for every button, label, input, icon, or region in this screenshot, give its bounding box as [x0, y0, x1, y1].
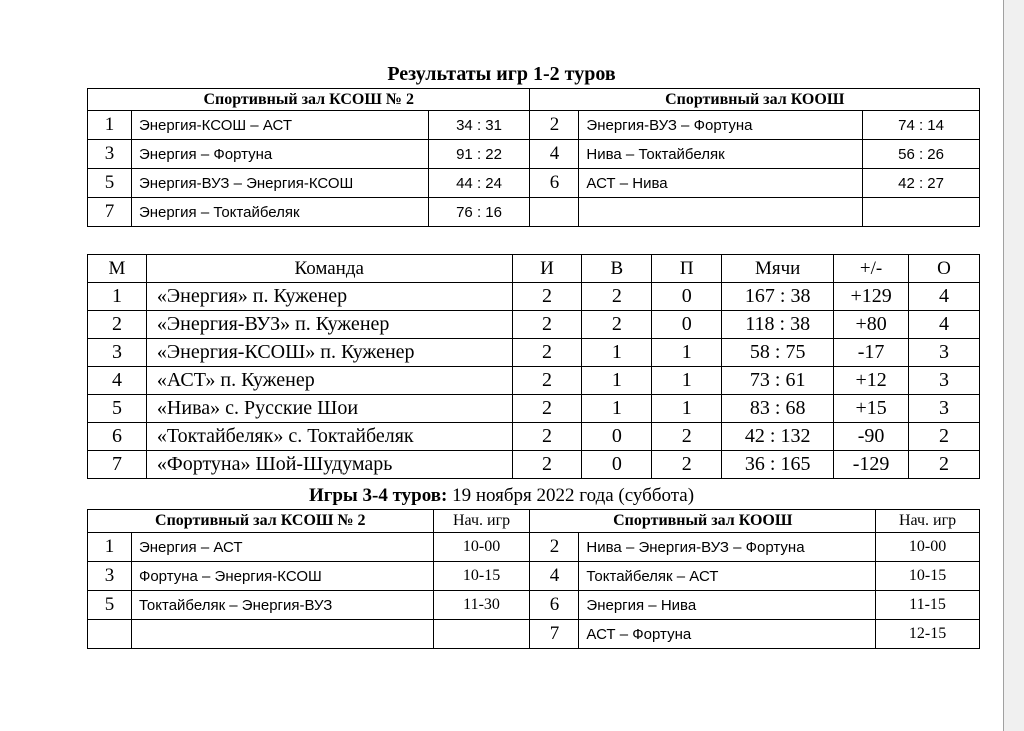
- game-teams: Энергия – АСТ: [131, 533, 433, 562]
- cell-wins: 1: [582, 367, 652, 395]
- cell-place: 7: [88, 451, 147, 479]
- game-number: 6: [530, 591, 579, 620]
- game-score: 74 : 14: [863, 111, 980, 140]
- table-row: [88, 395, 980, 423]
- cell-games: 2: [512, 283, 582, 311]
- cell-diff: +15: [834, 395, 909, 423]
- cell-games: 2: [512, 339, 582, 367]
- cell-wins: 2: [582, 311, 652, 339]
- game-start-time: 12-15: [876, 620, 980, 649]
- schedule-heading-label: Игры 3-4 туров:: [308, 485, 448, 506]
- cell-balls: 58 : 75: [722, 339, 834, 367]
- game-score: 42 : 27: [863, 169, 980, 198]
- cell-points: 4: [909, 311, 980, 339]
- cell-wins: 1: [582, 339, 652, 367]
- cell-place: 5: [88, 395, 147, 423]
- col-header-diff: +/-: [834, 255, 909, 283]
- cell-games: 2: [512, 423, 582, 451]
- game-teams: Энергия – Нива: [579, 591, 876, 620]
- cell-losses: 0: [652, 311, 722, 339]
- game-teams: АСТ – Нива: [579, 169, 863, 198]
- cell-diff: +12: [834, 367, 909, 395]
- hall-koosh-header: Спортивный зал КООШ: [530, 89, 980, 111]
- cell-team: «АСТ» п. Куженер: [146, 367, 512, 395]
- cell-wins: 0: [582, 451, 652, 479]
- cell-points: 2: [909, 423, 980, 451]
- col-header-games: И: [512, 255, 582, 283]
- game-start-time: 11-15: [876, 591, 980, 620]
- table-header-row: [88, 89, 980, 111]
- cell-wins: 2: [582, 283, 652, 311]
- game-teams: [579, 198, 863, 227]
- cell-points: 4: [909, 283, 980, 311]
- cell-points: 3: [909, 339, 980, 367]
- cell-balls: 73 : 61: [722, 367, 834, 395]
- cell-team: «Энергия-ВУЗ» п. Куженер: [146, 311, 512, 339]
- game-number: [530, 198, 579, 227]
- col-header-points: О: [909, 255, 980, 283]
- table-row: [88, 533, 980, 562]
- game-teams: Энергия-ВУЗ – Энергия-КСОШ: [131, 169, 428, 198]
- cell-diff: +80: [834, 311, 909, 339]
- cell-points: 2: [909, 451, 980, 479]
- start-time-header: Нач. игр: [876, 510, 980, 533]
- standings-table: [87, 254, 980, 479]
- col-header-team: Команда: [146, 255, 512, 283]
- table-row: [88, 423, 980, 451]
- cell-losses: 2: [652, 451, 722, 479]
- cell-games: 2: [512, 311, 582, 339]
- game-teams: Нива – Токтайбеляк: [579, 140, 863, 169]
- table-row: [88, 283, 980, 311]
- schedule-heading: [0, 485, 1003, 507]
- cell-wins: 1: [582, 395, 652, 423]
- table-row: [88, 451, 980, 479]
- hall-koosh-header: Спортивный зал КООШ: [530, 510, 876, 533]
- cell-balls: 167 : 38: [722, 283, 834, 311]
- results-rounds-1-2-table: [87, 88, 980, 227]
- game-score: 56 : 26: [863, 140, 980, 169]
- col-header-place: М: [88, 255, 147, 283]
- game-number: 2: [530, 533, 579, 562]
- game-start-time: 10-00: [876, 533, 980, 562]
- cell-losses: 1: [652, 339, 722, 367]
- cell-place: 1: [88, 283, 147, 311]
- game-number: 5: [88, 169, 132, 198]
- page-title: Результаты игр 1-2 туров: [387, 63, 616, 85]
- cell-games: 2: [512, 395, 582, 423]
- game-teams: Энергия – Токтайбеляк: [131, 198, 428, 227]
- cell-diff: -17: [834, 339, 909, 367]
- game-teams: Фортуна – Энергия-КСОШ: [131, 562, 433, 591]
- game-start-time: 11-30: [433, 591, 530, 620]
- cell-games: 2: [512, 451, 582, 479]
- game-teams: [131, 620, 433, 649]
- game-score: [863, 198, 980, 227]
- cell-games: 2: [512, 367, 582, 395]
- col-header-balls: Мячи: [722, 255, 834, 283]
- table-row: [88, 140, 980, 169]
- game-score: 76 : 16: [428, 198, 530, 227]
- game-number: 3: [88, 140, 132, 169]
- standings-header-row: [88, 255, 980, 283]
- cell-place: 4: [88, 367, 147, 395]
- game-start-time: 10-15: [433, 562, 530, 591]
- game-teams: Токтайбеляк – АСТ: [579, 562, 876, 591]
- game-number: 1: [88, 111, 132, 140]
- cell-team: «Фортуна» Шой-Шудумарь: [146, 451, 512, 479]
- cell-place: 3: [88, 339, 147, 367]
- table-row: [88, 562, 980, 591]
- game-number: 1: [88, 533, 132, 562]
- cell-team: «Энергия-КСОШ» п. Куженер: [146, 339, 512, 367]
- game-number: 6: [530, 169, 579, 198]
- cell-balls: 118 : 38: [722, 311, 834, 339]
- game-teams: Энергия-КСОШ – АСТ: [131, 111, 428, 140]
- game-number: 7: [530, 620, 579, 649]
- cell-balls: 42 : 132: [722, 423, 834, 451]
- game-number: 4: [530, 562, 579, 591]
- schedule-rounds-3-4-table: [87, 509, 980, 649]
- game-number: 5: [88, 591, 132, 620]
- table-row: [88, 111, 980, 140]
- cell-diff: +129: [834, 283, 909, 311]
- cell-losses: 0: [652, 283, 722, 311]
- cell-points: 3: [909, 395, 980, 423]
- cell-place: 6: [88, 423, 147, 451]
- game-number: [88, 620, 132, 649]
- cell-balls: 83 : 68: [722, 395, 834, 423]
- table-row: [88, 367, 980, 395]
- game-teams: АСТ – Фортуна: [579, 620, 876, 649]
- hall-ksosh-header: Спортивный зал КСОШ № 2: [88, 510, 434, 533]
- table-header-row: [88, 510, 980, 533]
- cell-team: «Энергия» п. Куженер: [146, 283, 512, 311]
- cell-place: 2: [88, 311, 147, 339]
- game-start-time: 10-00: [433, 533, 530, 562]
- cell-team: «Токтайбеляк» с. Токтайбеляк: [146, 423, 512, 451]
- game-teams: Токтайбеляк – Энергия-ВУЗ: [131, 591, 433, 620]
- game-start-time: 10-15: [876, 562, 980, 591]
- col-header-wins: В: [582, 255, 652, 283]
- game-score: 91 : 22: [428, 140, 530, 169]
- table-row: [88, 169, 980, 198]
- game-number: 4: [530, 140, 579, 169]
- cell-losses: 1: [652, 395, 722, 423]
- col-header-losses: П: [652, 255, 722, 283]
- game-teams: Энергия-ВУЗ – Фортуна: [579, 111, 863, 140]
- game-teams: Энергия – Фортуна: [131, 140, 428, 169]
- table-row: [88, 198, 980, 227]
- cell-losses: 2: [652, 423, 722, 451]
- table-row: [88, 311, 980, 339]
- game-start-time: [433, 620, 530, 649]
- start-time-header: Нач. игр: [433, 510, 530, 533]
- game-number: 2: [530, 111, 579, 140]
- game-score: 34 : 31: [428, 111, 530, 140]
- cell-diff: -129: [834, 451, 909, 479]
- cell-losses: 1: [652, 367, 722, 395]
- game-number: 7: [88, 198, 132, 227]
- table-row: [88, 339, 980, 367]
- schedule-heading-date: 19 ноября 2022 года (суббота): [447, 485, 695, 506]
- table-row: [88, 591, 980, 620]
- cell-diff: -90: [834, 423, 909, 451]
- game-score: 44 : 24: [428, 169, 530, 198]
- game-teams: Нива – Энергия-ВУЗ – Фортуна: [579, 533, 876, 562]
- cell-points: 3: [909, 367, 980, 395]
- cell-team: «Нива» с. Русские Шои: [146, 395, 512, 423]
- game-number: 3: [88, 562, 132, 591]
- cell-wins: 0: [582, 423, 652, 451]
- hall-ksosh-header: Спортивный зал КСОШ № 2: [88, 89, 530, 111]
- cell-balls: 36 : 165: [722, 451, 834, 479]
- table-row: [88, 620, 980, 649]
